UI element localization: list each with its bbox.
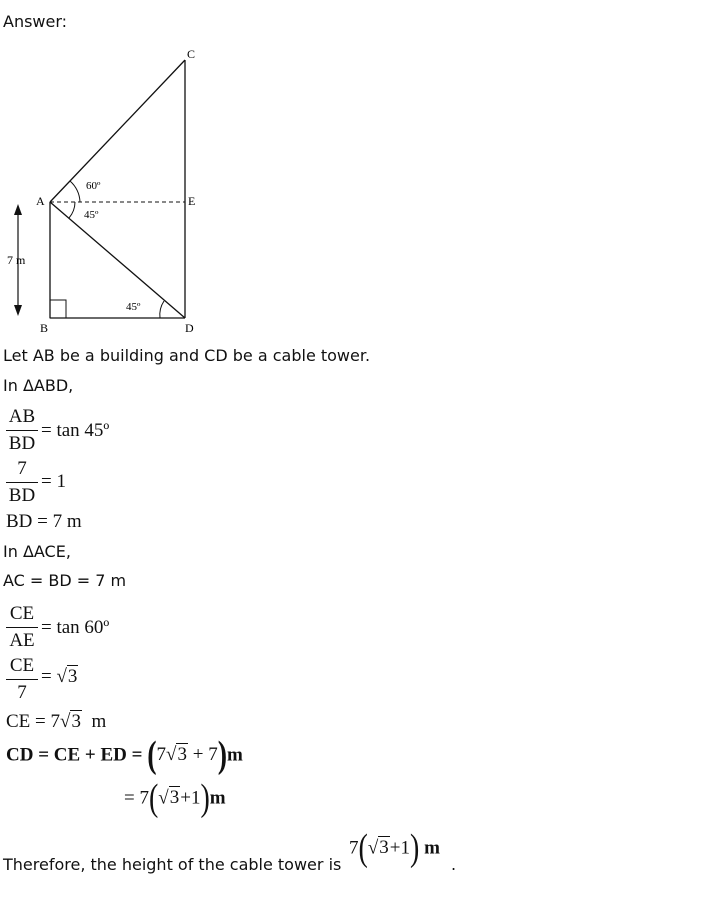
line-ad: [50, 202, 185, 318]
conclusion-period: .: [451, 855, 457, 874]
cd-equals: CD = CE + ED = (7√3 + 7)m: [6, 734, 243, 777]
ac-equals-text: AC = BD = 7 m: [3, 571, 127, 590]
fraction-numerator: CE: [9, 603, 35, 624]
point-a-label: A: [36, 194, 45, 208]
fraction-numerator: 7: [17, 458, 27, 479]
fraction-denominator: AE: [9, 630, 35, 651]
point-c-label: C: [187, 47, 196, 61]
ce-equals: CE = 7√3 m: [6, 711, 107, 732]
point-b-label: B: [40, 321, 49, 335]
eq-root3: = √3: [41, 666, 78, 687]
cd-factored: = 7(√3+1)m: [124, 777, 226, 820]
eq-tan45: = tan 45º: [41, 420, 110, 441]
angle-arc-45-d: [160, 301, 164, 318]
angle-arc-45-a: [69, 202, 75, 218]
eq-tan60: = tan 60º: [41, 617, 110, 638]
in-abd-text: In ΔABD,: [3, 376, 74, 395]
arrow-head-bottom: [14, 305, 22, 316]
fraction-denominator: BD: [8, 433, 36, 454]
angle-45-label: 45º: [84, 209, 99, 221]
answer-label: Answer:: [3, 12, 68, 31]
fraction-numerator: AB: [8, 406, 36, 427]
intro-text: Let AB be a building and CD be a cable tower.: [3, 346, 371, 365]
line-ac: [50, 60, 185, 202]
fraction-numerator: CE: [9, 655, 35, 676]
fraction-denominator: BD: [8, 485, 36, 506]
final-answer: 7(√3+1) m: [349, 827, 440, 870]
tower-diagram: [0, 40, 230, 340]
point-d-label: D: [185, 321, 194, 335]
fraction-7-bd: [6, 457, 38, 508]
fraction-denominator: 7: [17, 682, 27, 703]
fraction-ce-7: [6, 654, 38, 705]
right-angle-marker: [50, 300, 66, 318]
arrow-head-top: [14, 204, 22, 215]
conclusion-text: Therefore, the height of the cable tower is: [3, 855, 342, 874]
in-ace-text: In ΔACE,: [3, 542, 71, 561]
eq-one: = 1: [41, 471, 66, 492]
bd-equals: BD = 7 m: [6, 511, 82, 532]
angle-60-label: 60º: [86, 180, 101, 192]
height-label: 7 m: [7, 253, 26, 267]
fraction-ab-bd: [6, 405, 38, 456]
point-e-label: E: [188, 194, 196, 208]
fraction-ce-ae: [6, 602, 38, 653]
angle-arc-60: [70, 181, 80, 202]
angle-d-label: 45º: [126, 301, 141, 313]
